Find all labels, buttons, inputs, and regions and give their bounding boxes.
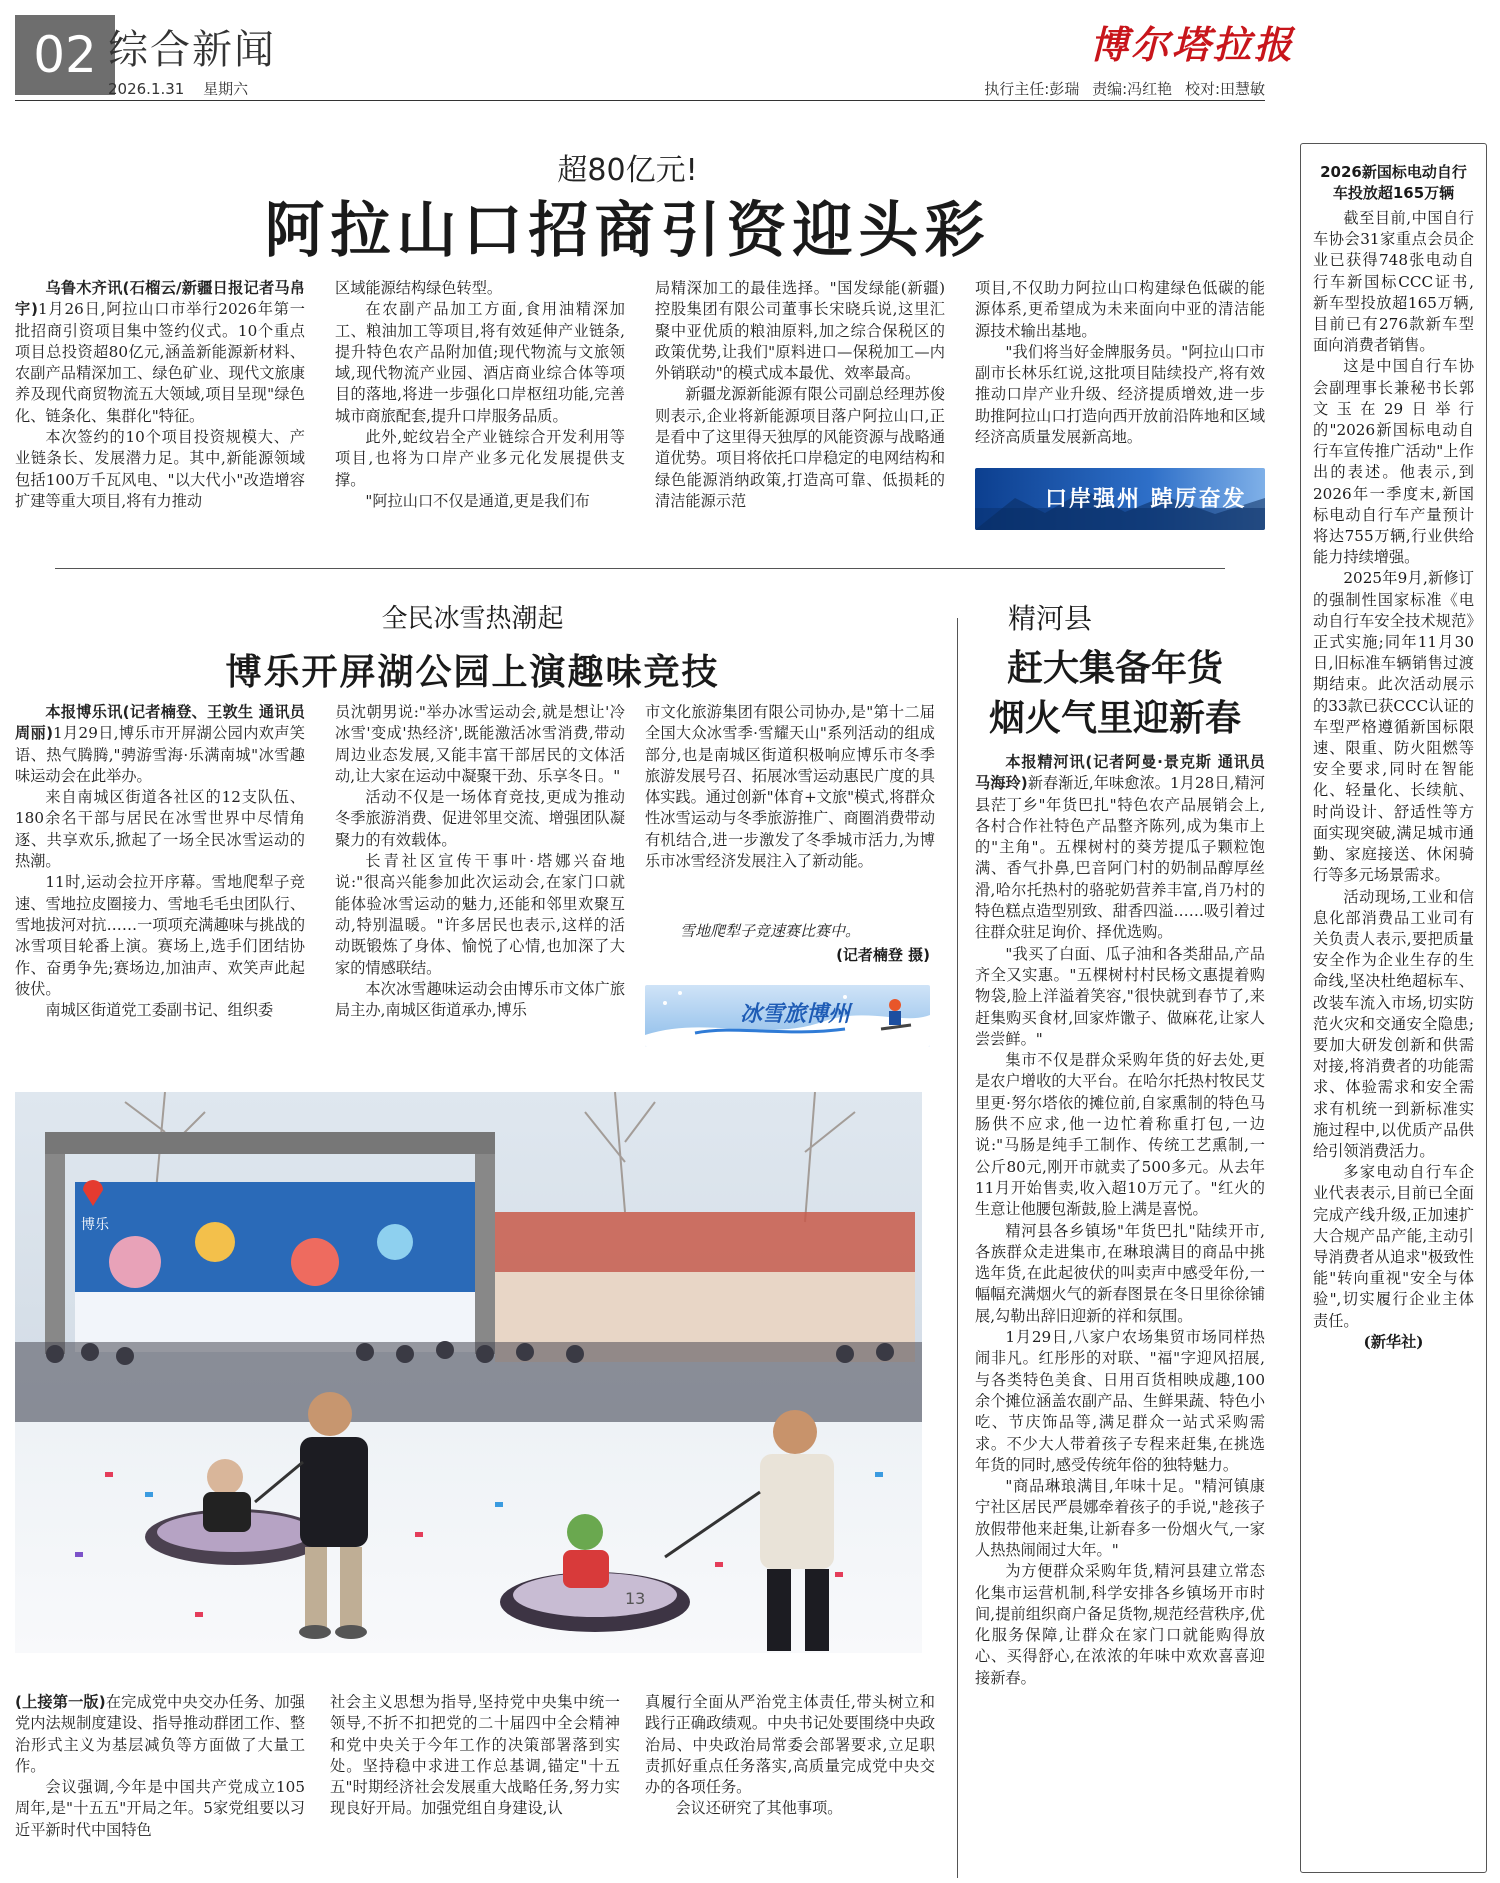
sidebar-news-box	[1300, 143, 1487, 1873]
article2-text: 长青社区宣传干事叶·塔娜兴奋地说:"很高兴能参加此次运动会,在家门口就能体验冰雪运动的魅力,还能和邻里欢聚互动,特别温暖。"许多居民也表示,这样的活动既锻炼了身体、愉悦了心情,也加深了大家的情感联结。	[335, 852, 625, 977]
article4-column-2	[330, 1692, 620, 1880]
article1-banner	[975, 468, 1265, 530]
article1-column-2	[335, 278, 625, 538]
article1-kicker: 超80亿元!	[557, 153, 698, 188]
article2-text: 来自南城区街道各社区的12支队伍、180余名干部与居民在冰雪世界中尽情角逐、共享欢乐,掀起了一场全民冰雪运动的热潮。	[15, 788, 305, 871]
article4-text: 在完成党中央交办任务、加强党内法规制度建设、指导推动群团工作、整治形式主义为基层减负等方面做了大量工作。	[15, 1693, 305, 1775]
article1-column-4	[975, 278, 1265, 453]
article2-text: 1月29日,博乐市开屏湖公园内欢声笑语、热气腾腾,"骋游雪海·乐满南城"冰雪趣味运动会在此举办。	[15, 724, 305, 785]
sidebar-source: (新华社)	[1363, 1332, 1424, 1351]
article2-text: 11时,运动会拉开序幕。雪地爬犁子竞速、雪地拉皮圈接力、雪地毛毛虫团队行、雪地拔河对抗……一项项充满趣味与挑战的冰雪项目轮番上演。赛场上,选手们团结协作、奋勇争先;赛场边,加油声、欢笑声此起彼伏。	[15, 873, 305, 998]
article1-byline: 乌鲁木齐讯(石榴云/新疆日报记者马帛宇)	[15, 279, 305, 319]
article4-text: 社会主义思想为指导,坚持党中央集中统一领导,不折不扣把党的二十届四中全会精神和党中央关于今年工作的决策部署落到实处。坚持稳中求进工作总基调,锚定"十五五"时期经济社会发展重大战略任务,努力实现良好开局。加强党组自身建设,认	[330, 1693, 620, 1818]
article3-kicker: 精河县	[1008, 602, 1093, 635]
article3-text: "商品琳琅满目,年味十足。"精河镇康宁社区居民严晨娜牵着孩子的手说,"趁孩子放假带他来赶集,让新春多一份烟火气,一家人热热闹闹过大年。"	[975, 1477, 1265, 1559]
article1-divider	[55, 568, 1225, 569]
article1-text: 本次签约的10个项目投资规模大、产业链条长、发展潜力足。其中,新能源领域包括100万千瓦风电、"以大代小"改造增容扩建等重大项目,将有力推动	[15, 428, 305, 510]
sidebar-text: 截至目前,中国自行车协会31家重点会员企业已获得748张电动自行车新国标CCC证书,新车型投放超165万辆,目前已有276款新车型面向消费者销售。	[1313, 209, 1474, 355]
page-number: 02	[15, 15, 115, 95]
article1-text: 局精深加工的最佳选择。"国发绿能(新疆)控股集团有限公司董事长宋晓兵说,这里汇聚中亚优质的粮油原料,加之综合保税区的政策优势,让我们"原料进口—保税加工—内外销联动"的模式成本最优、效率最高。	[655, 279, 945, 383]
article4-text: 真履行全面从严治党主体责任,带头树立和践行正确政绩观。中央书记处要围绕中央政治局、中央政治局常委会部署要求,立足职责抓好重点任务落实,高质量完成党中央交办的各项任务。	[645, 1693, 935, 1797]
article2-kicker: 全民冰雪热潮起	[381, 604, 564, 634]
article2-banner	[645, 985, 930, 1047]
sidebar-text: 多家电动自行车企业代表表示,目前已全面完成产线升级,正加速扩大合规产品产能,主动引导消费者从追求"极致性能"转向重视"安全与体验",切实履行企业主体责任。	[1313, 1163, 1474, 1330]
article3-headline-2: 烟火气里迎新春	[988, 697, 1241, 739]
column-divider	[957, 618, 958, 1878]
article3-text: 集市不仅是群众采购年货的好去处,更是农户增收的大平台。在哈尔托热村牧民艾里更·努尔塔依的摊位前,自家熏制的特色马肠供不应求,他一边忙着称重打包,一边说:"马肠是纯手工制作、传统工艺熏制,一公斤80元,刚开市就卖了500多元。从去年11月开始售卖,收入超10万元了。"红火的生意让他腰包渐鼓,脸上满是喜悦。	[975, 1051, 1265, 1219]
sidebar-text: 2025年9月,新修订的强制性国家标准《电动自行车安全技术规范》正式实施;同年11月30日,旧标准车辆销售过渡期结束。此次活动展示的33款已获CCC认证的车型严格遵循新国标限速、限重、防火阻燃等安全要求,同时在智能化、轻量化、长续航、时尚设计、舒适性等方面实现突破,满足城市通勤、家庭接送、休闲骑行等多元场景需求。	[1313, 569, 1474, 885]
article2-text: 南城区街道党工委副书记、组织委	[45, 1001, 274, 1020]
article1-text: 在农副产品加工方面,食用油精深加工、粮油加工等项目,将有效延伸产业链条,提升特色农产品附加值;现代物流与文旅领域,现代物流产业园、酒店商业综合体等项目的落地,将进一步强化口岸枢纽功能,完善城市商旅配套,提升口岸服务品质。	[335, 300, 625, 425]
article1-text: "阿拉山口不仅是通道,更是我们布	[365, 491, 590, 510]
sidebar-text: 活动现场,工业和信息化部消费品工业司有关负责人表示,要把质量安全作为企业生存的生命线,坚决杜绝超标车、改装车流入市场,切实防范火灾和交通安全隐患;要加大研发创新和供需对接,将消费者的功能需求、体验需求和安全需求有机统一到新标准实施过程中,以优质产品供给引领消费活力。	[1313, 887, 1474, 1160]
article3-text: 为方便群众采购年货,精河县建立常态化集市运营机制,科学安排各乡镇场开市时间,提前组织商户备足货物,规范经营秩序,优化服务保障,让群众在家门口就能购得放心、买得舒心,在浓浓的年味中欢欢喜喜迎接新春。	[975, 1562, 1265, 1687]
article3-body	[975, 752, 1265, 1880]
sidebar-body	[1313, 208, 1474, 1353]
article1-text: 1月26日,阿拉山口市举行2026年第一批招商引资项目集中签约仪式。10个重点项目总投资超80亿元,涵盖新能源新材料、农副产品精深加工、绿色矿业、现代文旅康养及现代商贸物流五大领域,项目呈现"绿色化、链条化、集群化"特征。	[15, 300, 305, 425]
editor-credits: 执行主任:彭瑞 责编:冯红艳 校对:田慧敏	[984, 80, 1265, 98]
photo-credit: (记者楠登 摄)	[836, 946, 930, 964]
photo-tube-number: 13	[625, 1589, 646, 1608]
article2-column-3	[645, 702, 935, 902]
article3-text: 精河县各乡镇场"年货巴扎"陆续开市,各族群众走进集市,在琳琅满目的商品中挑选年货,在此起彼伏的叫卖声中感受年份,一幅幅充满烟火气的新春图景在冬日里徐徐铺展,勾勒出辞旧迎新的祥和氛围。	[975, 1221, 1265, 1325]
article2-headline: 博乐开屏湖公园上演趣味竞技	[225, 651, 720, 693]
article3-byline: 本报精河讯(记者阿曼·景克斯 通讯员马海玲)	[975, 753, 1265, 793]
article3-headline-1: 赶大集备年货	[1006, 647, 1223, 689]
article1-text: 区域能源结构绿色转型。	[335, 279, 503, 297]
issue-date: 2026.1.31	[108, 80, 185, 98]
dateline	[108, 78, 248, 99]
article2-column-2	[335, 702, 625, 1080]
article2-text: 市文化旅游集团有限公司协办,是"第十二届全国大众冰雪季·雪耀天山"系列活动的组成部分,也是南城区街道积极响应博乐市冬季旅游发展号召、拓展冰雪运动惠民广度的具体实践。通过创新"体育+文旅"模式,将群众性冰雪运动与冬季旅游推广、商圈消费带动有机结合,进一步激发了冬季城市活力,为博乐市冰雪经济发展注入了新动能。	[645, 703, 935, 871]
photo-sign-text: 博乐	[81, 1217, 109, 1233]
banner-text: 口岸强州 踔厉奋发	[1045, 487, 1247, 512]
photo-illustration	[15, 1092, 922, 1653]
article1-column-1	[15, 278, 305, 538]
article3-text: 新春渐近,年味愈浓。1月28日,精河县茫丁乡"年货巴扎"特色农产品展销会上,各村合作社特色产品整齐陈列,成为集市上的"主角"。五棵树村的葵芳提瓜子颗粒饱满、香气扑鼻,巴音阿门村的奶制品醇厚丝滑,哈尔托热村的骆驼奶营养丰富,肖乃村的特色糕点造型别致、甜香四溢……吸引着过往群众驻足询价、择优选购。	[975, 774, 1265, 942]
article4-text: 会议还研究了其他事项。	[675, 1799, 843, 1818]
article4-text: 会议强调,今年是中国共产党成立105周年,是"十五五"开局之年。5家党组要以习近平新时代中国特色	[15, 1778, 305, 1839]
photo-caption: 雪地爬犁子竞速赛比赛中。	[680, 922, 861, 940]
header-rule	[15, 100, 1265, 101]
article2-text: 员沈朝男说:"举办冰雪运动会,就是想让'冷冰雪'变成'热经济',既能激活冰雪消费,带动周边业态发展,又能丰富干部居民的文体活动,让大家在运动中凝聚干劲、乐享冬日。"	[335, 703, 625, 785]
article2-column-1	[15, 702, 305, 1080]
sidebar-title: 2026新国标电动自行车投放超165万辆	[1320, 163, 1467, 202]
article2-byline: 本报博乐讯(记者楠登、王敦生 通讯员周丽)	[15, 703, 305, 743]
article3-text: 1月29日,八家户农场集贸市场同样热闹非凡。红彤彤的对联、"福"字迎风招展,与各类特色美食、日用百货相映成趣,100余个摊位涵盖农副产品、生鲜果蔬、特色小吃、节庆饰品等,满足群众一站式采购需求。不少大人带着孩子专程来赶集,在挑选年货的同时,感受传统年俗的独特魅力。	[975, 1328, 1265, 1474]
article3-text: "我买了白面、瓜子油和各类甜品,产品齐全又实惠。"五棵树村村民杨文惠提着购物袋,脸上洋溢着笑容,"很快就到春节了,来赶集购买食材,回家炸馓子、做麻花,让家人尝尝鲜。"	[975, 944, 1265, 1048]
article1-text: 此外,蛇纹岩全产业链综合开发利用等项目,也将为口岸产业多元化发展提供支撑。	[335, 428, 625, 489]
article1-text: 项目,不仅助力阿拉山口构建绿色低碳的能源体系,更希望成为未来面向中亚的清洁能源技术输出基地。	[975, 279, 1265, 340]
article4-column-1	[15, 1692, 305, 1880]
banner-text: 冰雪旅博州	[740, 1002, 851, 1027]
article2-text: 活动不仅是一场体育竞技,更成为推动冬季旅游消费、促进邻里交流、增强团队凝聚力的有效载体。	[335, 788, 625, 849]
article2-text: 本次冰雪趣味运动会由博乐市文体广旅局主办,南城区街道承办,博乐	[335, 979, 625, 1020]
article1-headline: 阿拉山口招商引资迎头彩	[264, 196, 991, 266]
article1-text: 新疆龙源新能源有限公司副总经理苏俊则表示,企业将新能源项目落户阿拉山口,正是看中了这里得天独厚的风能资源与战略通道优势。项目将依托口岸稳定的电网结构和绿色能源消纳政策,打造高可靠、低损耗的清洁能源示范	[655, 385, 945, 510]
sidebar-text: 这是中国自行车协会副理事长兼秘书长郭文玉在29日举行的"2026新国标电动自行车宣传推广活动"上作出的表述。他表示,到2026年一季度末,新国标电动自行车产量预计将达755万辆,行业供给能力持续增强。	[1313, 357, 1474, 567]
snow-games-photo	[15, 1092, 922, 1653]
article4-column-3	[645, 1692, 935, 1880]
weekday: 星期六	[203, 80, 249, 98]
masthead-logo: 博尔塔拉报	[1090, 22, 1296, 67]
article1-text: "我们将当好金牌服务员。"阿拉山口市副市长林乐红说,这批项目陆续投产,将有效推动口岸产业升级、经济提质增效,进一步助推阿拉山口打造向西开放前沿阵地和区域经济高质量发展新高地。	[975, 342, 1265, 447]
continued-label: (上接第一版)	[15, 1693, 106, 1711]
article1-column-3	[655, 278, 945, 538]
section-title: 综合新闻	[108, 27, 276, 73]
